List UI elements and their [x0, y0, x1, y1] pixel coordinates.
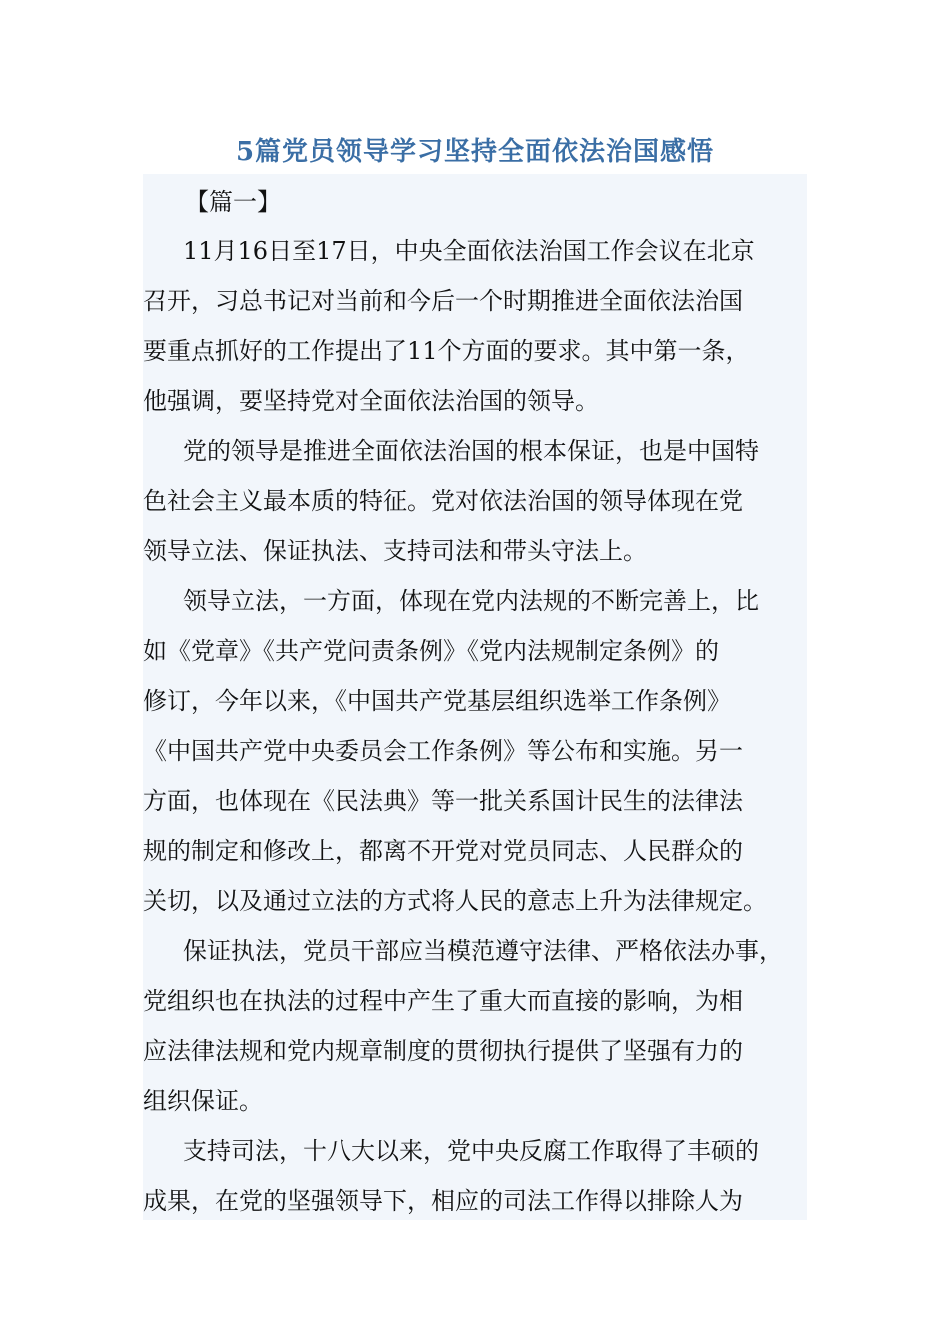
paragraph-line: 规的制定和修改上，都离不开党对党员同志、人民群众的 [143, 837, 743, 865]
document-body [143, 174, 807, 1220]
paragraph-line: 11月16日至17日，中央全面依法治国工作会议在北京 [183, 237, 755, 265]
paragraph-line: 应法律法规和党内规章制度的贯彻执行提供了坚强有力的 [143, 1037, 743, 1065]
paragraph-line: 《中国共产党中央委员会工作条例》等公布和实施。另一 [143, 737, 743, 765]
paragraph-line: 如《党章》《共产党问责条例》《党内法规制定条例》的 [143, 637, 719, 665]
paragraph-line: 他强调，要坚持党对全面依法治国的领导。 [143, 387, 599, 415]
paragraph-line: 召开，习总书记对当前和今后一个时期推进全面依法治国 [143, 287, 743, 315]
paragraph-line: 成果，在党的坚强领导下，相应的司法工作得以排除人为 [143, 1187, 743, 1215]
paragraph-line: 保证执法，党员干部应当模范遵守法律、严格依法办事， [183, 937, 783, 965]
document-title: 5篇党员领导学习坚持全面依法治国感悟 [235, 137, 715, 167]
paragraph-line: 关切，以及通过立法的方式将人民的意志上升为法律规定。 [143, 887, 767, 915]
paragraph-line: 党组织也在执法的过程中产生了重大而直接的影响，为相 [143, 987, 743, 1015]
paragraph-line: 党的领导是推进全面依法治国的根本保证，也是中国特 [183, 437, 759, 465]
paragraph-line: 领导立法，一方面，体现在党内法规的不断完善上，比 [183, 587, 759, 615]
paragraph-line: 要重点抓好的工作提出了11个方面的要求。其中第一条， [143, 337, 750, 365]
paragraph-line: 组织保证。 [143, 1087, 263, 1115]
section-heading: 【篇一】 [185, 188, 281, 216]
paragraph-line: 修订，今年以来，《中国共产党基层组织选举工作条例》 [143, 687, 731, 715]
paragraph-line: 方面，也体现在《民法典》等一批关系国计民生的法律法 [143, 787, 743, 815]
paragraph-line: 色社会主义最本质的特征。党对依法治国的领导体现在党 [143, 487, 743, 515]
paragraph-line: 支持司法，十八大以来，党中央反腐工作取得了丰硕的 [183, 1137, 759, 1165]
paragraph-line: 领导立法、保证执法、支持司法和带头守法上。 [143, 537, 647, 565]
